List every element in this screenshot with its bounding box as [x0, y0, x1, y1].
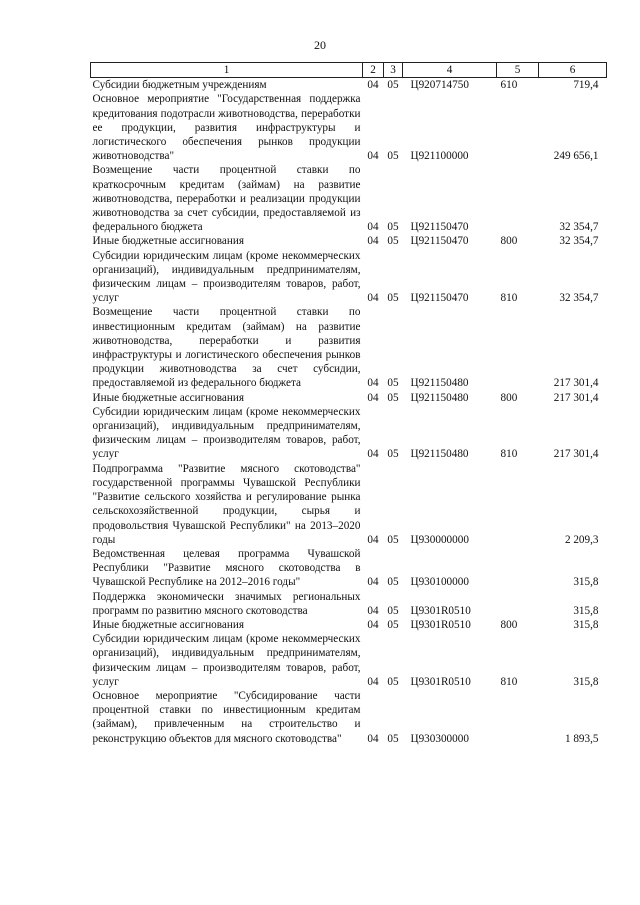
row-section: 04	[367, 675, 379, 688]
row-target-code: Ц921100000	[410, 150, 469, 163]
row-amount: 217 301,4	[553, 377, 599, 390]
header-col-2: 2	[363, 63, 384, 78]
row-target-code: Ц930100000	[410, 576, 469, 589]
row-section: 04	[367, 79, 379, 92]
row-expense-type	[497, 590, 539, 618]
row-subsection: 05	[387, 391, 399, 404]
row-target-code: Ц921150470	[410, 221, 469, 234]
row-amount: 249 656,1	[553, 150, 599, 163]
row-name: Подпрограмма "Развитие мясного скотоводства" государственной программы Чувашской Республики "Развитие сельского хозяйства и регулирование рынка сельскохозяйственной продукции, сырья и продовольствия Чувашской Республики" на 2013–2020 годы	[92, 462, 361, 546]
row-expense-type: 810	[500, 675, 518, 688]
row-amount: 315,8	[573, 576, 599, 589]
row-amount: 2 209,3	[564, 533, 599, 546]
row-name: Поддержка экономически значимых региональных программ по развитию мясного скотоводства	[92, 590, 361, 617]
table-row	[91, 163, 607, 234]
row-name: Ведомственная целевая программа Чувашской Республики "Развитие мясного скотоводства в Чувашской Республике на 2012–2016 годы"	[92, 547, 361, 589]
table-row	[91, 234, 607, 248]
row-section: 04	[367, 576, 379, 589]
row-name: Субсидии юридическим лицам (кроме некоммерческих организаций), индивидуальным предпринимателям, физическим лицам – производителям товаров, работ, услуг	[92, 249, 361, 305]
row-name: Основное мероприятие "Субсидирование части процентной ставки по инвестиционным кредитам (займам), привлеченным на строительство и реконструкцию объектов для мясного скотоводства"	[92, 689, 361, 745]
row-section: 04	[367, 533, 379, 546]
row-name: Иные бюджетные ассигнования	[92, 235, 244, 248]
row-expense-type	[497, 163, 539, 234]
row-subsection: 05	[387, 533, 399, 546]
row-subsection: 05	[387, 377, 399, 390]
header-row	[91, 63, 607, 78]
header-col-4: 4	[403, 63, 497, 78]
header-col-1: 1	[91, 63, 363, 78]
row-expense-type	[497, 305, 539, 390]
row-section: 04	[367, 292, 379, 305]
row-name: Возмещение части процентной ставки по инвестиционным кредитам (займам) на развитие животноводства, переработки и развития инфраструктуры и логистического обеспечения рынков продукции животноводства за счет субсидии, предоставляемой из федерального бюджета	[92, 306, 361, 390]
row-section: 04	[367, 150, 379, 163]
row-subsection: 05	[387, 604, 399, 617]
row-expense-type: 810	[500, 448, 518, 461]
row-section: 04	[367, 221, 379, 234]
row-expense-type: 800	[500, 618, 518, 631]
row-target-code: Ц921150480	[410, 377, 469, 390]
row-target-code: Ц921150480	[410, 448, 469, 461]
row-expense-type: 810	[500, 292, 518, 305]
row-subsection: 05	[387, 221, 399, 234]
row-name: Субсидии юридическим лицам (кроме некоммерческих организаций), индивидуальным предпринимателям, физическим лицам – производителям товаров, работ, услуг	[92, 405, 361, 461]
row-amount: 217 301,4	[553, 448, 599, 461]
table-row	[91, 689, 607, 746]
row-subsection: 05	[387, 79, 399, 92]
row-amount: 315,8	[573, 675, 599, 688]
table-row	[91, 249, 607, 306]
row-target-code: Ц9301R0510	[410, 604, 471, 617]
page-number: 20	[314, 38, 326, 52]
row-expense-type: 800	[500, 235, 518, 248]
row-name: Субсидии бюджетным учреждениям	[92, 79, 267, 92]
row-name: Основное мероприятие "Государственная поддержка кредитования подотрасли животноводства, переработки ее продукции, развития инфраструктуры и логистического обеспечения рынков продукции животноводства"	[92, 93, 361, 163]
table-row	[91, 547, 607, 590]
row-name: Иные бюджетные ассигнования	[92, 391, 244, 404]
row-target-code: Ц9301R0510	[410, 618, 471, 631]
row-section: 04	[367, 391, 379, 404]
table-row	[91, 391, 607, 405]
row-amount: 32 354,7	[559, 235, 599, 248]
row-name: Иные бюджетные ассигнования	[92, 618, 244, 631]
row-subsection: 05	[387, 150, 399, 163]
row-section: 04	[367, 377, 379, 390]
header-col-6: 6	[539, 63, 607, 78]
row-amount: 32 354,7	[559, 221, 599, 234]
row-expense-type	[497, 547, 539, 590]
table-row	[91, 92, 607, 163]
row-section: 04	[367, 604, 379, 617]
row-subsection: 05	[387, 576, 399, 589]
row-amount: 1 893,5	[564, 732, 599, 745]
table-row	[91, 305, 607, 390]
row-target-code: Ц921150470	[410, 292, 469, 305]
table-row	[91, 590, 607, 618]
row-target-code: Ц930000000	[410, 533, 469, 546]
row-section: 04	[367, 618, 379, 631]
row-target-code: Ц920714750	[410, 79, 469, 92]
row-expense-type	[497, 462, 539, 547]
row-subsection: 05	[387, 732, 399, 745]
row-expense-type	[497, 689, 539, 746]
row-expense-type: 800	[500, 391, 518, 404]
row-amount: 315,8	[573, 618, 599, 631]
table-row	[91, 462, 607, 547]
row-subsection: 05	[387, 292, 399, 305]
row-subsection: 05	[387, 675, 399, 688]
header-col-3: 3	[384, 63, 403, 78]
header-col-5: 5	[497, 63, 539, 78]
row-amount: 217 301,4	[553, 391, 599, 404]
row-expense-type: 610	[500, 79, 518, 92]
table-row	[91, 618, 607, 632]
row-target-code: Ц921150480	[410, 391, 469, 404]
row-subsection: 05	[387, 235, 399, 248]
row-target-code: Ц9301R0510	[410, 675, 471, 688]
row-subsection: 05	[387, 618, 399, 631]
row-name: Возмещение части процентной ставки по краткосрочным кредитам (займам) на развитие животноводства, переработки и реализации продукции животноводства за счет субсидии, предоставляемой из федерального бюджета	[92, 164, 361, 234]
row-target-code: Ц921150470	[410, 235, 469, 248]
row-expense-type	[497, 92, 539, 163]
row-name: Субсидии юридическим лицам (кроме некоммерческих организаций), индивидуальным предпринимателям, физическим лицам – производителям товаров, работ, услуг	[92, 633, 361, 688]
row-section: 04	[367, 448, 379, 461]
table-row	[91, 632, 607, 689]
budget-table	[90, 62, 607, 746]
row-section: 04	[367, 732, 379, 745]
row-target-code: Ц930300000	[410, 732, 469, 745]
row-amount: 719,4	[573, 79, 599, 92]
row-amount: 315,8	[573, 604, 599, 617]
row-subsection: 05	[387, 448, 399, 461]
row-section: 04	[367, 235, 379, 248]
table-row	[91, 405, 607, 462]
table-row	[91, 78, 607, 93]
row-amount: 32 354,7	[559, 292, 599, 305]
